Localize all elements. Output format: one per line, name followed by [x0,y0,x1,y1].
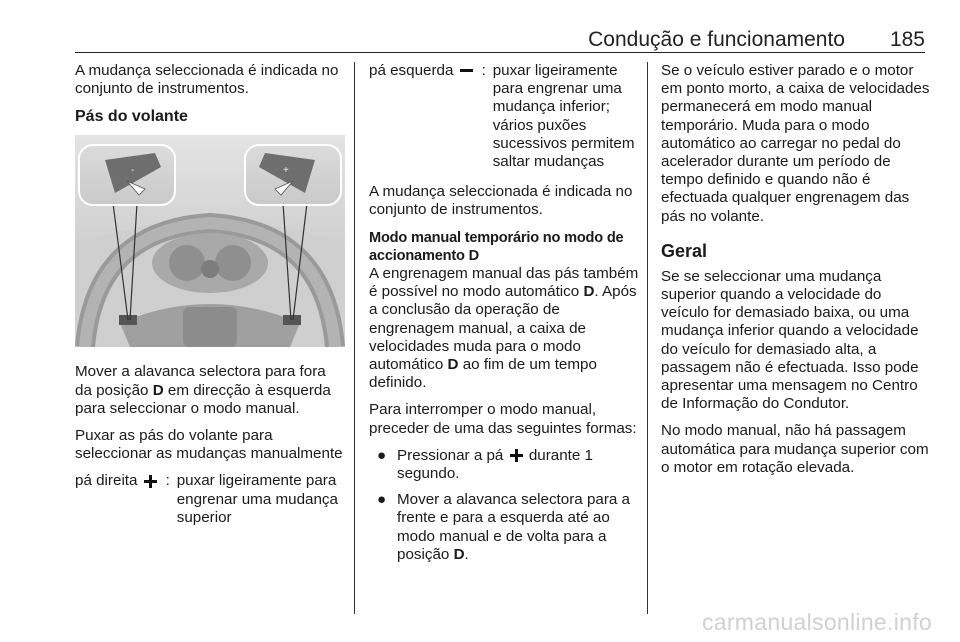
interrupt-paragraph: Para interromper o modo manual, preceder de uma das seguintes formas: [369,401,637,437]
column-divider-1 [354,62,355,614]
column-3 [661,62,931,486]
stopped-vehicle-paragraph: Se o veículo estiver parado e o motor em ponto morto, a caixa de velocidades permanecerá em modo manual temporário. Muda para o modo automático ao carregar no pedal do acelerador durante um período de tempo definido e quando não é efectuada qualquer engrenagem das pás no volante. [661,62,930,225]
column-divider-2 [647,62,648,614]
column-2 [369,62,639,572]
pull-paddles-paragraph: Puxar as pás do volante para seleccionar as mudanças manualmente [75,427,343,463]
section-heading-general: Geral [661,240,708,261]
page-title: Condução e funcionamento [588,28,845,51]
section-heading-paddles: Pás do volante [75,108,188,126]
plus-icon: + [283,165,289,177]
bullet-icon: ● [377,446,387,464]
page-number: 185 [889,28,925,51]
move-lever-paragraph: Mover a alavanca selectora para fora da posição D em direcção à esquerda para seleccionar o modo manual. [75,363,331,417]
temporary-manual-paragraph: A engrenagem manual das pás também é possível no modo automático D. Após a conclusão da operação de engrenagem manual, a caixa de velocidades muda para o modo automático D ao fim de um tempo definido. [369,265,639,392]
right-paddle-definition: pá direita : puxar ligeiramente para engrenar uma mudança superior [75,472,345,527]
list-item: ● Mover a alavanca selectora para a frente e para a esquerda até ao modo manual e de volta para a posição D. [377,491,631,563]
plus-icon [510,449,523,462]
page-header [75,22,925,53]
minus-icon [460,64,473,77]
left-paddle-term: pá esquerda [369,62,454,79]
temporary-manual-heading: Modo manual temporário no modo de accionamento D [369,229,624,264]
plus-icon [144,475,157,488]
intro-paragraph: A mudança seleccionada é indicada no conjunto de instrumentos. [75,62,339,98]
steering-paddles-figure [75,135,345,347]
bullet-icon: ● [377,491,387,509]
left-paddle-definition: pá esquerda : puxar ligeiramente para engrenar uma mudança inferior; vários puxões sucessivos permitem saltar mudanças [369,62,639,171]
list-item: ● Pressionar a pá durante 1 segundo. [377,446,593,483]
minus-icon: - [131,165,135,177]
left-paddle-description: puxar ligeiramente para engrenar uma mudança inferior; vários puxões sucessivos permitem saltar mudanças [492,62,635,171]
gear-D: D [152,381,164,399]
gear-indicated-paragraph: A mudança seleccionada é indicada no conjunto de instrumentos. [369,183,633,219]
watermark: carmanualsonline.info [701,609,932,635]
right-paddle-term: pá direita [75,472,138,490]
no-upshift-paragraph: No modo manual, não há passagem automática para mudança superior com o motor em rotação elevada. [661,422,929,476]
interrupt-options-list [369,447,639,564]
column-1 [75,62,345,536]
right-paddle-description: puxar ligeiramente para engrenar uma mudança superior [176,472,338,526]
general-paragraph: Se se seleccionar uma mudança superior quando a velocidade do veículo for demasiado baixa, ou uma mudança inferior quando a velocidade do veículo for demasiado alta, a passagem não é efectuada. Isso pode apresentar uma mensagem no Centro de Informação do Condutor. [661,267,919,413]
